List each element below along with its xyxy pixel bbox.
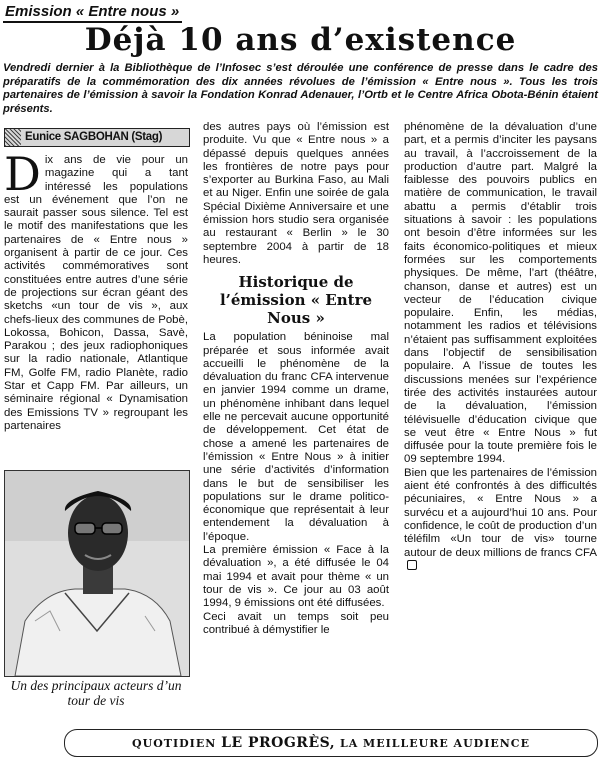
author-byline (4, 128, 190, 147)
article-headline: Déjà 10 ans d’existence (84, 22, 517, 58)
article-column-2 (203, 121, 389, 637)
section-subhead: Historique de l’émission « Entre Nous » (219, 273, 373, 328)
column-2-paragraph-4: Ceci avait un temps soit peu contribué à démystifier le (203, 610, 389, 636)
actor-photo-illustration (5, 471, 189, 676)
section-rubric: Emission « Entre nous » (3, 3, 182, 23)
actor-photo (4, 470, 190, 677)
byline-stripe (5, 129, 21, 146)
end-mark-icon (407, 560, 417, 570)
article-column-3 (404, 121, 597, 573)
column-1-paragraph (4, 147, 188, 433)
newspaper-footer-banner (64, 729, 598, 757)
drop-cap: D (4, 147, 41, 201)
column-3-paragraph-2 (404, 467, 597, 573)
footer-pre: QUOTIDIEN (132, 737, 217, 750)
column-2-paragraph-1: des autres pays où l’émission est produite. Vu que « Entre nous » a dépassé depuis quelques années les frontières de notre pays pour s’exporter au Burkina Faso, au Mali et au Niger. Enfin une soirée de gala Spécial Dixième Anniversaire et une émission hors studio sera organisée au restaurant « Berlin » le 30 septembre 2004 à partir de 18 heures. (203, 121, 389, 266)
column-1-text: ix ans de vie pour un magazine qui a tant intéressé les populations est un événement que l’on ne saurait passer sous silence. Tel est le motif des manifestations que les partenaires de « Entre nous » organisent à partir de ce jour. Ces activités commémoratives sont constituées entre autres d’une série de projections sur écran géant des sketchs «un tour de vis », aux chefs-lieux des communes de Pobè, Lokossa, Bohicon, Dassa, Savè, Parakou ; des jeux radiophoniques sur la radio nationale, Atlantique FM, Golfe FM, radio Planète, radio Star et Capp FM. Par ailleurs, un séminaire régional « Dynamisation des Emissions TV » regroupant les partenaires (4, 154, 188, 432)
column-2-paragraph-2: La population béninoise mal préparée et sous informée avait accueilli le phénomène de la dévaluation du franc CFA intervenue en janvier 1994 comme un drame, un phénomène inhibant dans lequel elle ne percevait aucune opportunité de développement. Cet état de chose a amené les partenaires de l’émission « Entre Nous » à initier une série d’activités d’information dans le but de sensibiliser les populations sur le drame politico-économique que représentait à leur entendement la dévaluation à l’époque. (203, 331, 389, 543)
footer-brand: LE PROGRÈS, (221, 735, 336, 751)
column-3-paragraph-2-text: Bien que les partenaires de l’émission aient été confrontés à des difficultés pécuniaires, « Entre Nous » a survécu et a aujourd’hui 10 ans. Pour confidence, le coût de production d’un téléfilm «Un tour de vis» tourne autour de deux millions de francs CFA (404, 466, 597, 559)
article-lead: Vendredi dernier à la Bibliothèque de l’Infosec s’est déroulée une conférence de presse dans le cadre des préparatifs de la commémoration des dix années révolues de l’émission « Entre nous ». Tous les trois partenaires de l’émission à savoir la Fondation Konrad Adenauer, l’Ortb et le Centre Africa Obota-Bénin étaient présents. (3, 62, 598, 115)
column-3-paragraph-1: phénomène de la dévaluation d’une part, et a permis d’inciter les paysans au travail, à l’accroissement de la production d’autre part. Malgré la faiblesse des pouvoirs publics en matière de communication, le travail abattu a permis d’établir trois situations à savoir : les populations ont besoin d’être informées sur les faits économico-politiques et mieux formées sur les comportements physiques. De même, l’art (théâtre, chanson, danse et autres) est un vecteur de l’éducation civique populaire. Enfin, les médias, notamment les radios et télévisions n’étaient pas suffisamment exploitées dans l’objectif de sensibilisation populaire. A l’issue de toutes les discussions menées sur l’expérience tirée des activités instaurées autour de la dévaluation, l’émission télévisuelle d’éducation civique que se veut être « Entre Nous » fut diffusée pour la toute première fois le 09 septembre 1994. (404, 121, 597, 466)
article-column-1 (4, 147, 188, 433)
author-name: Eunice SAGBOHAN (Stag) (25, 131, 163, 143)
footer-post: LA MEILLEURE AUDIENCE (339, 737, 530, 750)
column-2-paragraph-3: La première émission « Face à la dévaluation », a été diffusée le 04 mai 1994 et avait pour thème « un tour de vis ». Ce jour au 03 août 1994, 9 émissions ont été diffusées. (203, 544, 389, 610)
photo-caption: Un des principaux acteurs d’un tour de vis (10, 678, 182, 708)
